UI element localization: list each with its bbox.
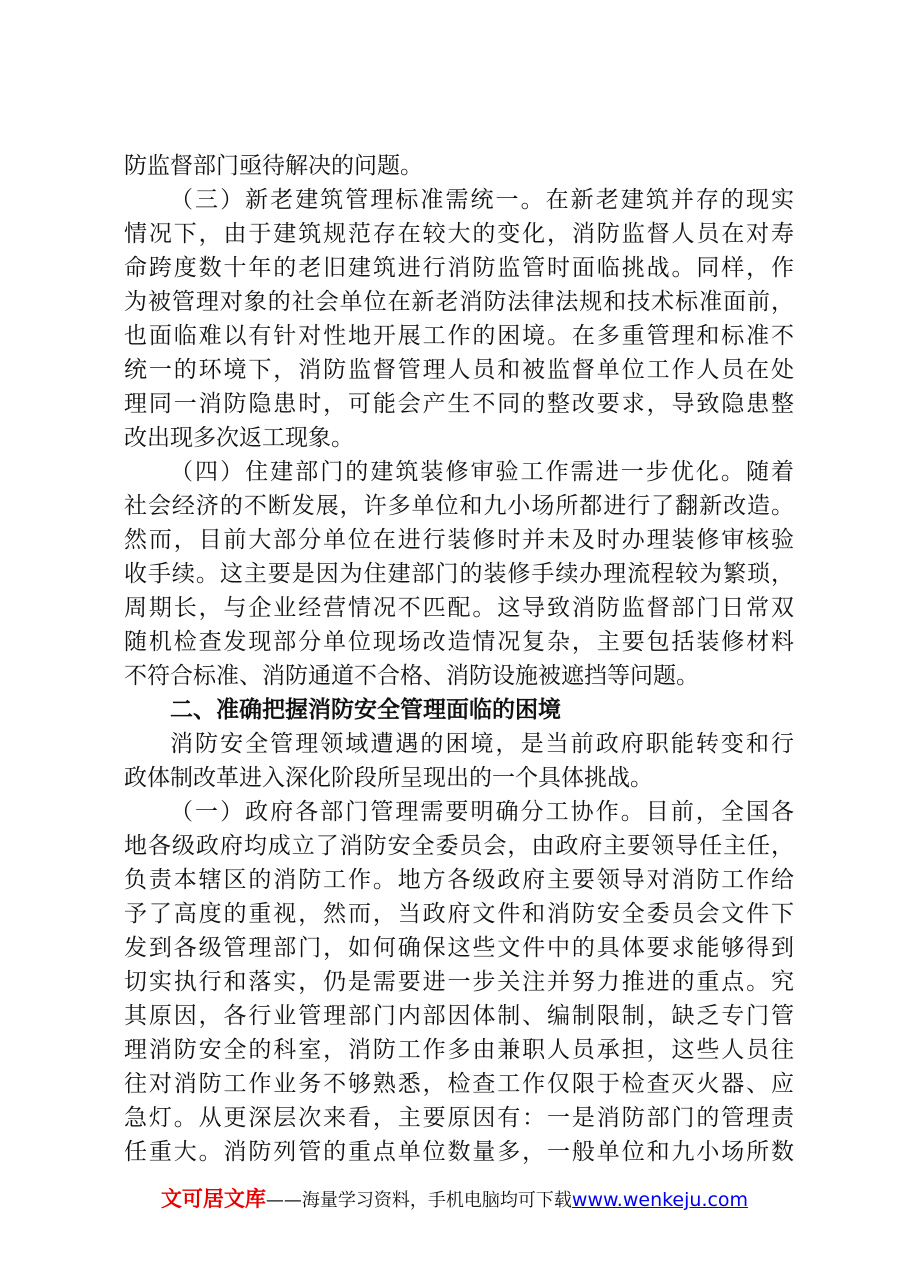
footer-banner: [0, 1183, 909, 1213]
text-line: （一）政府各部门管理需要明确分工协作。目前，全国各: [170, 799, 794, 825]
text-line: 负责本辖区的消防工作。地方各级政府主要领导对消防工作给: [124, 867, 794, 893]
text-line: 社会经济的不断发展，许多单位和九小场所都进行了翻新改造。: [124, 493, 794, 519]
text-line: 收手续。这主要是因为住建部门的装修手续办理流程较为繁琐，: [124, 561, 794, 587]
text-line: 理同一消防隐患时，可能会产生不同的整改要求，导致隐患整: [124, 391, 794, 417]
text-line: 消防安全管理领域遭遇的困境，是当前政府职能转变和行: [170, 731, 794, 757]
text-line: 政体制改革进入深化阶段所呈现出的一个具体挑战。: [124, 765, 653, 791]
text-line: 情况下，由于建筑规范存在较大的变化，消防监督人员在对寿: [124, 221, 794, 247]
text-line: 为被管理对象的社会单位在新老消防法律法规和技术标准面前，: [124, 289, 794, 315]
text-line: 其原因，各行业管理部门内部因体制、编制限制，缺乏专门管: [124, 1003, 794, 1029]
text-line: 统一的环境下，消防监督管理人员和被监督单位工作人员在处: [124, 357, 794, 383]
text-line: 防监督部门亟待解决的问题。: [124, 153, 423, 179]
text-line: 予了高度的重视，然而，当政府文件和消防安全委员会文件下: [124, 901, 794, 927]
text-line: 急灯。从更深层次来看，主要原因有：一是消防部门的管理责: [124, 1105, 794, 1131]
text-line: 命跨度数十年的老旧建筑进行消防监管时面临挑战。同样，作: [124, 255, 794, 281]
text-line: 随机检查发现部分单位现场改造情况复杂，主要包括装修材料: [124, 629, 794, 655]
text-line: 切实执行和落实，仍是需要进一步关注并努力推进的重点。究: [124, 969, 794, 995]
footer-slogan: ——海量学习资料，手机电脑均可下载: [265, 1190, 572, 1211]
footer-url-link[interactable]: www.wenkeju.com: [571, 1189, 749, 1211]
text-line: 周期长，与企业经营情况不匹配。这导致消防监督部门日常双: [124, 595, 794, 621]
document-body: [124, 149, 794, 1169]
text-line: （四）住建部门的建筑装修审验工作需进一步优化。随着: [170, 459, 794, 485]
text-line: （三）新老建筑管理标准需统一。在新老建筑并存的现实: [170, 187, 794, 213]
text-line: 也面临难以有针对性地开展工作的困境。在多重管理和标准不: [124, 323, 794, 349]
text-line: 发到各级管理部门，如何确保这些文件中的具体要求能够得到: [124, 935, 794, 961]
text-line: 地各级政府均成立了消防安全委员会，由政府主要领导任主任，: [124, 833, 794, 859]
text-line: 然而，目前大部分单位在进行装修时并未及时办理装修审核验: [124, 527, 794, 553]
text-line: 不符合标准、消防通道不合格、消防设施被遮挡等问题。: [124, 663, 699, 689]
section-heading: 二、准确把握消防安全管理面临的困境: [170, 697, 561, 723]
footer-brand: 文可居文库: [160, 1187, 266, 1211]
text-line: 改出现多次返工现象。: [124, 425, 354, 451]
text-line: 往对消防工作业务不够熟悉，检查工作仅限于检查灭火器、应: [124, 1071, 794, 1097]
text-line: 任重大。消防列管的重点单位数量多，一般单位和九小场所数: [124, 1139, 794, 1165]
text-line: 理消防安全的科室，消防工作多由兼职人员承担，这些人员往: [124, 1037, 794, 1063]
